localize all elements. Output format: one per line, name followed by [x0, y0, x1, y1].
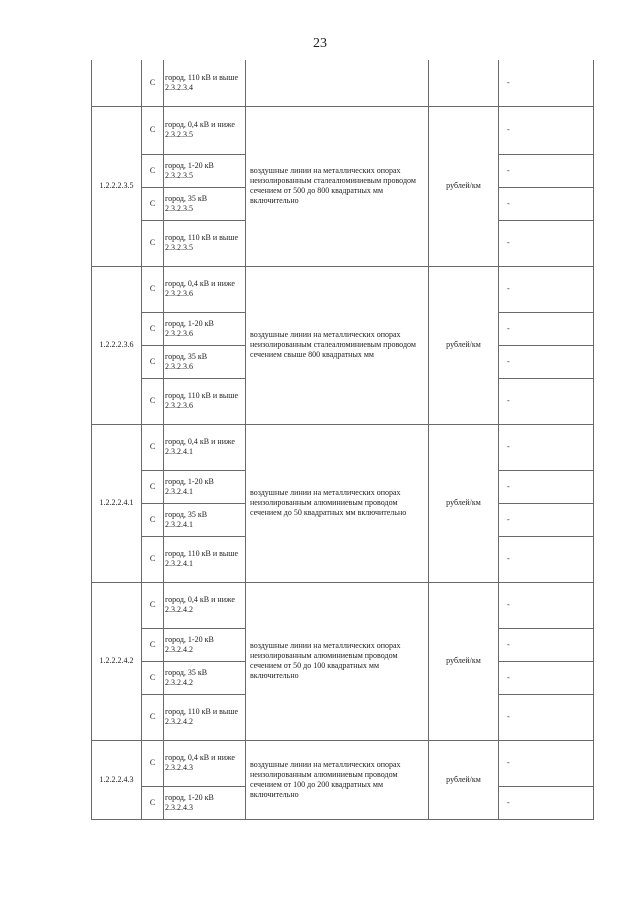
c-cell: С — [142, 470, 164, 503]
c-cell: С — [142, 60, 164, 106]
voltage-label: город, 35 кВ — [165, 667, 208, 677]
ref-label: 2.3.2.3.4 — [165, 82, 193, 92]
voltage-cell — [164, 220, 246, 266]
voltage-label: город, 0,4 кВ и ниже — [165, 595, 235, 604]
voltage-label: город, 35 кВ — [165, 193, 208, 203]
voltage-label: город, 0,4 кВ и ниже — [165, 753, 235, 762]
voltage-cell — [164, 470, 246, 503]
code-cell: 1.2.2.2.4.3 — [92, 740, 142, 819]
value-cell: - — [499, 266, 594, 312]
voltage-label: город, 35 кВ — [165, 351, 208, 361]
value-cell: - — [499, 582, 594, 628]
tariff-table-body — [92, 60, 594, 819]
c-cell: С — [142, 628, 164, 661]
ref-label: 2.3.2.4.1 — [165, 447, 193, 456]
ref-label: 2.3.2.3.6 — [165, 361, 193, 371]
voltage-cell — [164, 740, 246, 786]
c-cell: С — [142, 266, 164, 312]
c-cell: С — [142, 786, 164, 819]
c-cell: С — [142, 424, 164, 470]
ref-label: 2.3.2.4.1 — [165, 519, 193, 529]
c-cell: С — [142, 378, 164, 424]
tariff-table — [91, 60, 594, 820]
value-cell: - — [499, 60, 594, 106]
voltage-cell — [164, 582, 246, 628]
ref-label: 2.3.2.3.6 — [165, 289, 193, 298]
description-cell: воздушные линии на металлических опорах неизолированным сталеалюминиевым проводом сечением от 500 до 800 квадратных мм включительно — [246, 106, 429, 266]
value-cell: - — [499, 694, 594, 740]
voltage-label: город, 110 кВ и выше — [165, 549, 238, 558]
value-cell: - — [499, 661, 594, 694]
table-row — [92, 424, 594, 470]
ref-label: 2.3.2.3.5 — [165, 170, 193, 180]
code-cell: 1.2.2.2.3.5 — [92, 106, 142, 266]
c-cell: С — [142, 740, 164, 786]
unit-cell: рублей/км — [429, 740, 499, 819]
table-row — [92, 106, 594, 154]
ref-label: 2.3.2.3.5 — [165, 203, 193, 213]
ref-label: 2.3.2.3.6 — [165, 401, 193, 410]
table-row — [92, 582, 594, 628]
ref-label: 2.3.2.4.1 — [165, 559, 193, 568]
value-cell: - — [499, 154, 594, 187]
c-cell: С — [142, 220, 164, 266]
value-cell: - — [499, 740, 594, 786]
c-cell: С — [142, 536, 164, 582]
voltage-label: город, 110 кВ и выше — [165, 233, 238, 242]
voltage-cell — [164, 536, 246, 582]
unit-cell: рублей/км — [429, 424, 499, 582]
voltage-cell — [164, 628, 246, 661]
voltage-label: город, 1-20 кВ — [165, 792, 214, 802]
voltage-cell — [164, 312, 246, 345]
c-cell: С — [142, 503, 164, 536]
c-cell: С — [142, 582, 164, 628]
value-cell: - — [499, 187, 594, 220]
value-cell: - — [499, 345, 594, 378]
unit-cell — [429, 60, 499, 106]
ref-label: 2.3.2.3.5 — [165, 130, 193, 139]
ref-label: 2.3.2.4.2 — [165, 605, 193, 614]
ref-label: 2.3.2.4.2 — [165, 717, 193, 726]
description-cell: воздушные линии на металлических опорах неизолированным алюминиевым проводом сечением до 50 квадратных мм включительно — [246, 424, 429, 582]
voltage-cell — [164, 187, 246, 220]
code-cell: 1.2.2.2.4.2 — [92, 582, 142, 740]
value-cell: - — [499, 424, 594, 470]
voltage-cell — [164, 60, 246, 106]
ref-label: 2.3.2.4.3 — [165, 802, 193, 812]
voltage-label: город, 1-20 кВ — [165, 160, 214, 170]
table-row — [92, 60, 594, 106]
c-cell: С — [142, 154, 164, 187]
voltage-label: город, 110 кВ и выше — [165, 707, 238, 716]
value-cell: - — [499, 628, 594, 661]
voltage-cell — [164, 106, 246, 154]
ref-label: 2.3.2.4.3 — [165, 763, 193, 772]
c-cell: С — [142, 312, 164, 345]
voltage-label: город, 0,4 кВ и ниже — [165, 437, 235, 446]
voltage-label: город, 110 кВ и выше — [165, 391, 238, 400]
description-cell: воздушные линии на металлических опорах неизолированным алюминиевым проводом сечением от 50 до 100 квадратных мм включительно — [246, 582, 429, 740]
voltage-cell — [164, 266, 246, 312]
unit-cell: рублей/км — [429, 106, 499, 266]
ref-label: 2.3.2.3.5 — [165, 243, 193, 252]
ref-label: 2.3.2.4.2 — [165, 677, 193, 687]
value-cell: - — [499, 106, 594, 154]
value-cell: - — [499, 536, 594, 582]
description-cell — [246, 60, 429, 106]
voltage-label: город, 35 кВ — [165, 509, 208, 519]
voltage-cell — [164, 154, 246, 187]
c-cell: С — [142, 694, 164, 740]
value-cell: - — [499, 786, 594, 819]
voltage-cell — [164, 424, 246, 470]
voltage-cell — [164, 694, 246, 740]
value-cell: - — [499, 220, 594, 266]
voltage-cell — [164, 378, 246, 424]
voltage-label: город, 110 кВ и выше — [165, 72, 238, 82]
page-number: 23 — [313, 36, 327, 51]
c-cell: С — [142, 345, 164, 378]
code-cell: 1.2.2.2.4.1 — [92, 424, 142, 582]
ref-label: 2.3.2.3.6 — [165, 328, 193, 338]
voltage-label: город, 1-20 кВ — [165, 318, 214, 328]
c-cell: С — [142, 661, 164, 694]
value-cell: - — [499, 503, 594, 536]
voltage-cell — [164, 345, 246, 378]
c-cell: С — [142, 106, 164, 154]
voltage-label: город, 0,4 кВ и ниже — [165, 279, 235, 288]
description-cell: воздушные линии на металлических опорах неизолированным сталеалюминиевым проводом сечением свыше 800 квадратных мм — [246, 266, 429, 424]
table-row — [92, 266, 594, 312]
unit-cell: рублей/км — [429, 582, 499, 740]
voltage-label: город, 1-20 кВ — [165, 476, 214, 486]
description-cell: воздушные линии на металлических опорах неизолированным алюминиевым проводом сечением от 100 до 200 квадратных мм включительно — [246, 740, 429, 819]
code-cell: 1.2.2.2.3.6 — [92, 266, 142, 424]
voltage-label: город, 0,4 кВ и ниже — [165, 120, 235, 129]
value-cell: - — [499, 378, 594, 424]
code-cell — [92, 60, 142, 106]
value-cell: - — [499, 470, 594, 503]
voltage-cell — [164, 661, 246, 694]
c-cell: С — [142, 187, 164, 220]
value-cell: - — [499, 312, 594, 345]
table-row — [92, 740, 594, 786]
voltage-label: город, 1-20 кВ — [165, 634, 214, 644]
unit-cell: рублей/км — [429, 266, 499, 424]
ref-label: 2.3.2.4.1 — [165, 486, 193, 496]
voltage-cell — [164, 786, 246, 819]
ref-label: 2.3.2.4.2 — [165, 644, 193, 654]
voltage-cell — [164, 503, 246, 536]
